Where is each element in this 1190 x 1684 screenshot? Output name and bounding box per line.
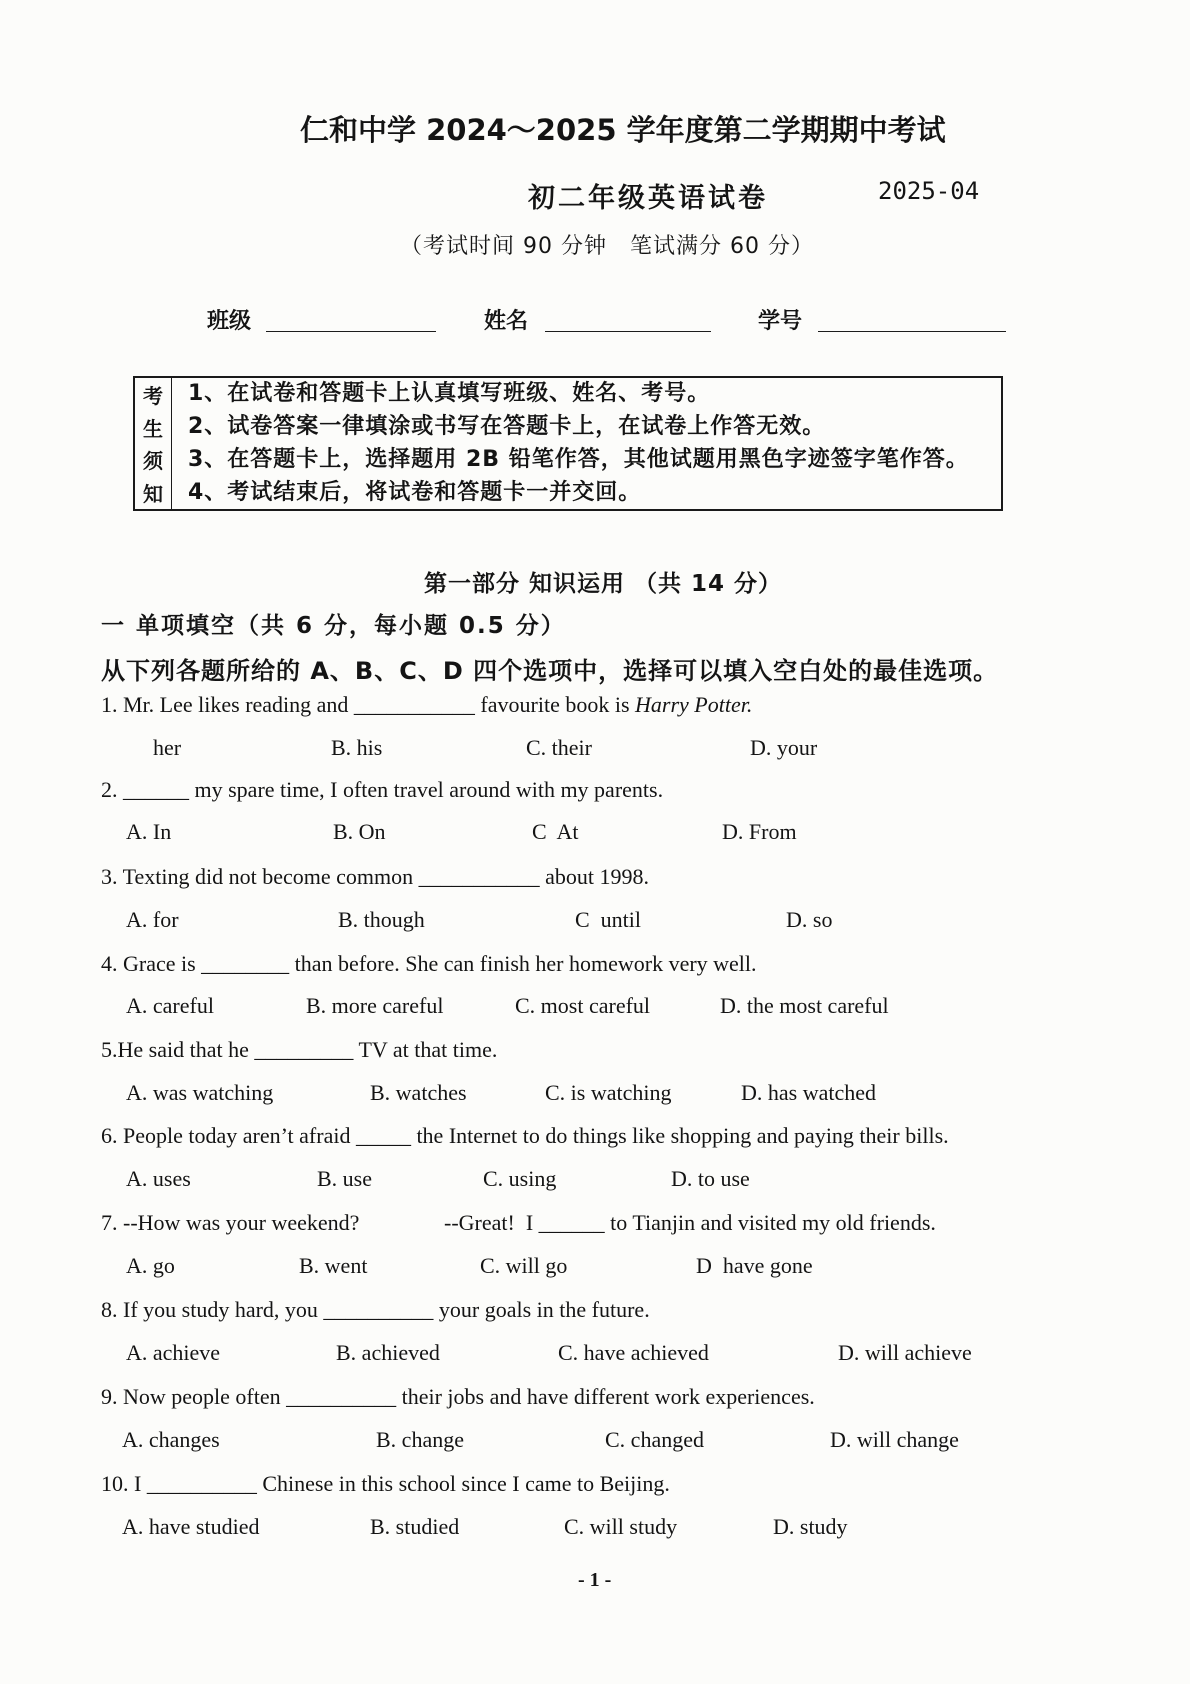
question-3-option-a: A. for	[126, 907, 179, 932]
exam-info: （考试时间 90 分钟 笔试满分 60 分）	[400, 234, 814, 259]
question-10-option-a: A. have studied	[122, 1514, 260, 1539]
question-9-option-a: A. changes	[122, 1427, 220, 1452]
question-8-option-a: A. achieve	[126, 1340, 221, 1365]
question-1-option-a: her	[153, 735, 182, 760]
question-7-reply: --Great! I ______ to Tianjin and visited my old friends.	[444, 1210, 936, 1235]
question-1-option-d: D. your	[750, 735, 818, 760]
question-7-option-b: B. went	[299, 1253, 368, 1278]
class-field	[266, 331, 436, 332]
question-3-option-b: B. though	[338, 907, 425, 932]
notice-side-char: 知	[143, 482, 163, 507]
question-9-option-b: B. change	[376, 1427, 464, 1452]
question-7-option-a: A. go	[126, 1253, 175, 1278]
question-4-option-d: D. the most careful	[720, 993, 889, 1018]
question-3-option-c: C until	[575, 907, 642, 932]
question-1-option-c: C. their	[526, 735, 592, 760]
name-field	[545, 331, 711, 332]
class-label: 班级	[207, 309, 252, 334]
exam-title: 仁和中学 2024～2025 学年度第二学期期中考试	[300, 113, 946, 147]
name-label: 姓名	[484, 309, 529, 334]
question-6-option-d: D. to use	[671, 1166, 750, 1191]
notice-item: 1、在试卷和答题卡上认真填写班级、姓名、考号。	[188, 381, 711, 407]
question-4-option-c: C. most careful	[515, 993, 651, 1018]
question-2-option-a: A. In	[126, 819, 172, 844]
question-10-option-c: C. will study	[564, 1514, 678, 1539]
question-10-option-d: D. study	[773, 1514, 848, 1539]
question-3-option-d: D. so	[786, 907, 833, 932]
question-8-option-b: B. achieved	[336, 1340, 440, 1365]
part-one-title: 第一部分 知识运用 （共 14 分）	[424, 571, 783, 597]
question-1-stem	[101, 692, 752, 718]
student-id-field	[818, 331, 1006, 332]
question-8-option-c: C. have achieved	[558, 1340, 709, 1365]
question-9-stem: 9. Now people often __________ their jobs and have different work experiences.	[101, 1384, 815, 1409]
question-4-option-b: B. more careful	[306, 993, 444, 1018]
question-7-option-c: C. will go	[480, 1253, 568, 1278]
question-6-option-a: A. uses	[126, 1166, 191, 1191]
notice-side-char: 须	[143, 449, 163, 474]
question-5-stem: 5.He said that he _________ TV at that time.	[101, 1037, 498, 1062]
exam-subtitle: 初二年级英语试卷	[528, 183, 768, 214]
question-10-option-b: B. studied	[370, 1514, 460, 1539]
page-number: - 1 -	[578, 1569, 612, 1591]
question-7-option-d: D have gone	[696, 1253, 813, 1278]
notice-side-char: 考	[143, 383, 163, 408]
notice-side-char: 生	[143, 416, 163, 441]
question-6-stem: 6. People today aren’t afraid _____ the Internet to do things like shopping and paying their bills.	[101, 1123, 949, 1148]
exam-date: 2025-04	[878, 177, 980, 205]
student-id-label: 学号	[758, 309, 803, 334]
question-8-stem: 8. If you study hard, you __________ your goals in the future.	[101, 1297, 650, 1322]
question-1-option-b: B. his	[331, 735, 383, 760]
question-7-stem: 7. --How was your weekend?	[101, 1210, 360, 1235]
section-title: 一 单项填空（共 6 分，每小题 0.5 分）	[101, 613, 566, 639]
notice-side-label	[135, 378, 172, 509]
question-2-option-d: D. From	[722, 819, 797, 844]
notice-item: 4、考试结束后，将试卷和答题卡一并交回。	[188, 479, 642, 505]
question-6-option-b: B. use	[317, 1166, 372, 1191]
notice-item: 3、在答题卡上，选择题用 2B 铅笔作答，其他试题用黑色字迹签字笔作答。	[188, 446, 969, 472]
question-3-stem: 3. Texting did not become common ___________ about 1998.	[101, 864, 649, 889]
question-10-stem: 10. I __________ Chinese in this school since I came to Beijing.	[101, 1471, 670, 1496]
question-2-option-c: C At	[532, 819, 579, 844]
question-text: 1. Mr. Lee likes reading and ___________ favourite book is	[101, 692, 636, 717]
question-4-option-a: A. careful	[126, 993, 214, 1018]
notice-list	[188, 378, 969, 509]
question-5-option-a: A. was watching	[126, 1080, 274, 1105]
question-5-option-d: D. has watched	[741, 1080, 877, 1105]
notice-item: 2、试卷答案一律填涂或书写在答题卡上，在试卷上作答无效。	[188, 414, 826, 440]
section-instruction: 从下列各题所给的 A、B、C、D 四个选项中，选择可以填入空白处的最佳选项。	[101, 657, 999, 685]
question-2-stem: 2. ______ my spare time, I often travel around with my parents.	[101, 777, 664, 802]
question-4-stem: 4. Grace is ________ than before. She can finish her homework very well.	[101, 951, 757, 976]
question-2-option-b: B. On	[333, 819, 386, 844]
question-9-option-c: C. changed	[605, 1427, 704, 1452]
question-6-option-c: C. using	[483, 1166, 557, 1191]
book-title: Harry Potter.	[635, 692, 753, 717]
notice-box	[133, 376, 1003, 511]
question-5-option-c: C. is watching	[545, 1080, 672, 1105]
question-8-option-d: D. will achieve	[838, 1340, 972, 1365]
question-5-option-b: B. watches	[370, 1080, 467, 1105]
question-9-option-d: D. will change	[830, 1427, 959, 1452]
